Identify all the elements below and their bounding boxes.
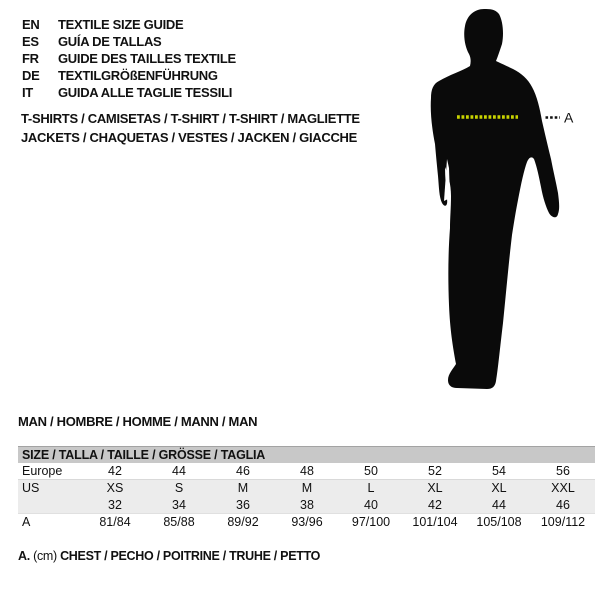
size-table	[18, 446, 595, 531]
row-label: Europe	[22, 464, 63, 478]
size-cell: 56	[556, 464, 570, 478]
size-cell: 109/112	[540, 515, 586, 529]
size-cell: L	[367, 481, 375, 495]
footnote-marker: A.	[18, 549, 30, 563]
language-code: EN	[22, 17, 40, 32]
size-cell: XXL	[551, 481, 575, 495]
size-cell: 46	[556, 498, 570, 512]
size-cell: 42	[108, 464, 122, 478]
size-cell: 93/96	[291, 515, 323, 529]
size-cell: 42	[428, 498, 442, 512]
size-cell: M	[237, 481, 249, 495]
language-label: TEXTILE SIZE GUIDE	[58, 17, 184, 32]
size-cell: 85/88	[163, 515, 195, 529]
size-cell: 38	[300, 498, 314, 512]
size-cell: 50	[364, 464, 378, 478]
language-row	[22, 50, 236, 67]
size-cell: XS	[106, 481, 124, 495]
language-code: FR	[22, 51, 39, 66]
row-label: US	[22, 481, 40, 495]
language-label: TEXTILGRÖßENFÜHRUNG	[58, 68, 218, 83]
table-row-us	[18, 480, 595, 497]
size-cell: 97/100	[351, 515, 391, 529]
man-silhouette-figure	[400, 0, 600, 400]
size-cell: S	[174, 481, 184, 495]
language-row	[22, 16, 236, 33]
row-label: A	[22, 515, 31, 529]
language-list	[22, 16, 236, 101]
table-row-chest-cm	[18, 514, 595, 531]
table-row-europe	[18, 463, 595, 480]
footnote-unit: (cm)	[33, 549, 57, 563]
size-cell: 89/92	[227, 515, 259, 529]
category-line-jackets: JACKETS / CHAQUETAS / VESTES / JACKEN / GIACCHE	[21, 130, 357, 145]
table-row-us-numeric	[18, 497, 595, 514]
size-cell: 105/108	[476, 515, 522, 529]
size-cell: 101/104	[412, 515, 458, 529]
size-cell: 46	[236, 464, 250, 478]
language-label: GUÍA DE TALLAS	[58, 34, 162, 49]
size-cell: XL	[491, 481, 507, 495]
size-cell: 36	[236, 498, 250, 512]
footnote	[18, 549, 320, 563]
size-cell: 40	[364, 498, 378, 512]
category-list	[21, 109, 360, 147]
size-cell: 52	[428, 464, 442, 478]
man-silhouette	[431, 9, 559, 389]
size-cell: 44	[492, 498, 506, 512]
footnote-text: CHEST / PECHO / POITRINE / TRUHE / PETTO	[60, 549, 321, 563]
size-table-header: SIZE / TALLA / TAILLE / GRÖSSE / TAGLIA	[18, 446, 595, 463]
size-cell: 44	[172, 464, 186, 478]
size-cell: 54	[492, 464, 506, 478]
language-code: IT	[22, 85, 33, 100]
section-title: MAN / HOMBRE / HOMME / MANN / MAN	[18, 414, 258, 429]
size-cell: 34	[172, 498, 186, 512]
language-row	[22, 84, 236, 101]
language-label: GUIDA ALLE TAGLIE TESSILI	[58, 85, 233, 100]
size-cell: XL	[427, 481, 443, 495]
language-code: DE	[22, 68, 40, 83]
language-row	[22, 67, 236, 84]
language-label: GUIDE DES TAILLES TEXTILE	[58, 51, 236, 66]
language-row	[22, 33, 236, 50]
size-cell: M	[301, 481, 313, 495]
size-cell: 81/84	[99, 515, 131, 529]
language-code: ES	[22, 34, 39, 49]
size-cell: 32	[108, 498, 122, 512]
row-label	[18, 497, 83, 513]
size-cell: 48	[300, 464, 314, 478]
measure-label-a: A	[564, 109, 574, 126]
category-line-tshirts: T-SHIRTS / CAMISETAS / T-SHIRT / T-SHIRT / MAGLIETTE	[21, 111, 360, 126]
